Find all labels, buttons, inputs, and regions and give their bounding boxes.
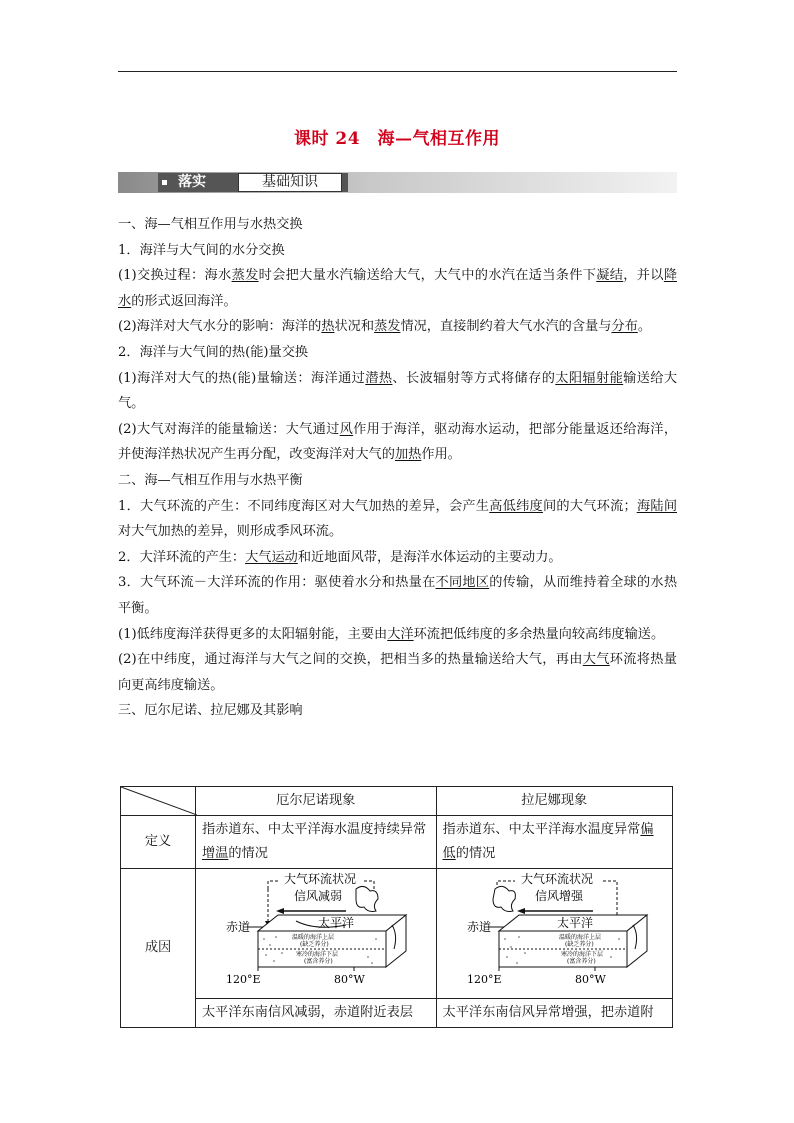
paragraph-h1	[118, 212, 677, 238]
lanina-lon1: 120°E	[466, 973, 502, 986]
paragraph-p7	[118, 570, 677, 621]
text-run: 二、海—气相互作用与水热平衡	[118, 472, 303, 488]
paragraph-p5	[118, 494, 677, 545]
definition-elnino	[196, 816, 437, 869]
text-run: 输送给大气。	[118, 370, 678, 412]
col-header-elnino: 厄尔尼诺现象	[196, 787, 437, 816]
text-run: (2)大气对海洋的能量输送：大气通过	[118, 421, 340, 437]
paragraph-p6	[118, 545, 677, 571]
paragraph-h2	[118, 468, 677, 494]
comparison-table	[120, 786, 673, 1028]
text-run: 的形式返回海洋。	[131, 293, 237, 309]
cause-elnino: 太平洋东南信风减弱，赤道附近表层	[196, 999, 437, 1028]
underlined-answer: 风	[339, 421, 354, 437]
lanina-cold-sub: (富含养分)	[566, 958, 596, 965]
underlined-answer: 潜热	[365, 370, 393, 386]
lanina-cold-label: 寒冷的海洋下层	[560, 951, 603, 958]
lanina-warm-sub: (缺乏养分)	[564, 941, 594, 948]
text-run: 的传输，从而维持着全球的水热平衡。	[118, 575, 678, 616]
elnino-lon1: 120°E	[226, 973, 261, 986]
lanina-warm-label: 温暖的海洋上层	[558, 934, 601, 941]
text-run: 作用于海洋，驱动海水运动，把部分能量返还给海洋，并使海洋热状况产生再分配，改变海洋对大气的	[118, 421, 678, 463]
body-text	[118, 212, 677, 724]
elnino-cold-sub: (富含养分)	[304, 958, 333, 965]
row-label-cause: 成因	[121, 869, 196, 1028]
paragraph-p4	[118, 417, 677, 468]
paragraph-p9	[118, 647, 677, 698]
definition-lanina	[436, 816, 672, 869]
paragraph-p3	[118, 366, 677, 417]
text-run: (2)海洋对大气水分的影响：海洋的	[118, 319, 322, 335]
underlined-answer: 凝结	[596, 268, 624, 284]
lanina-circ-label: 大气环流状况	[520, 872, 593, 886]
text-run: 作用。	[421, 447, 461, 463]
text-run: ，并以	[623, 268, 664, 284]
text-run: 的情况	[228, 846, 268, 861]
section-banner	[118, 172, 677, 193]
diagram-elnino	[196, 869, 437, 999]
underlined-answer: 蒸发	[374, 319, 401, 335]
paragraph-p8	[118, 622, 677, 648]
underlined-answer: 大气	[582, 652, 610, 668]
paragraph-s1	[118, 238, 677, 264]
lanina-diagram-svg	[437, 869, 665, 989]
text-run: 环流将热量向更高纬度输送。	[118, 652, 677, 693]
underlined-answer: 增温	[202, 846, 229, 861]
text-run: 3．大气环流－大洋环流的作用：驱使着水分和热量在	[118, 575, 436, 591]
underlined-answer: 不同地区	[435, 575, 490, 591]
text-run: 环流把低纬度的多余热量向较高纬度输送。	[413, 626, 665, 642]
elnino-cold-label: 寒冷的海洋下层	[296, 951, 339, 958]
table-corner-cell	[121, 787, 196, 816]
underlined-answer: 高低纬度	[489, 498, 543, 514]
elnino-eq-label: 赤道	[226, 920, 251, 934]
underlined-answer: 大气运动	[245, 549, 298, 565]
text-run: 和近地面风带，是海洋水体运动的主要动力。	[297, 549, 562, 565]
row-label-definition: 定义	[121, 816, 196, 869]
paragraph-h3	[118, 698, 677, 724]
paragraph-s2	[118, 340, 677, 366]
page-title: 课时 24 海—气相互作用	[293, 129, 501, 149]
text-run: 三、厄尔尼诺、拉尼娜及其影响	[118, 703, 303, 719]
text-run: 指赤道东、中太平洋海水温度异常	[442, 822, 641, 837]
elnino-diagram-svg	[196, 869, 424, 989]
elnino-ocean-label: 太平洋	[318, 916, 355, 930]
banner-box-label: 基础知识	[238, 173, 342, 192]
text-run: 一、海—气相互作用与水热交换	[118, 217, 303, 232]
text-run: 情况，直接制约着大气水汽的含量与	[400, 319, 612, 335]
text-run: 时会把大量水汽输送给大气，大气中的水汽在适当条件下	[258, 268, 597, 284]
text-run: (1)海洋对大气的热(能)量输送：海洋通过	[118, 370, 366, 386]
corner-diagonal	[121, 787, 197, 815]
diagram-lanina	[436, 869, 672, 999]
elnino-warm-label: 温暖的海洋上层	[292, 934, 335, 941]
elnino-wind-label: 信风减弱	[294, 889, 343, 903]
lanina-ocean-label: 太平洋	[556, 916, 593, 930]
lanina-eq-label: 赤道	[466, 920, 491, 934]
text-run: 1．海洋与大气间的水分交换	[118, 242, 285, 258]
lanina-wind-label: 信风增强	[534, 889, 583, 903]
text-run: 的情况	[455, 846, 496, 861]
cause-lanina: 太平洋东南信风异常增强，把赤道附	[436, 999, 672, 1028]
text-run: 间的大气环流；	[542, 498, 637, 514]
text-run: 指赤道东、中太平洋海水温度持续异常	[202, 822, 427, 837]
text-run: 对大气加热的差异，则形成季风环流。	[118, 524, 343, 540]
col-header-lanina: 拉尼娜现象	[436, 787, 672, 816]
underlined-answer: 海陆间	[636, 498, 678, 514]
text-run: 2．大洋环流的产生：	[118, 549, 246, 565]
text-run: (1)低纬度海洋获得更多的太阳辐射能，主要由	[118, 626, 388, 642]
underlined-answer: 加热	[394, 447, 422, 463]
underlined-answer: 热	[321, 319, 335, 335]
elnino-lon2: 80°W	[334, 973, 365, 986]
banner-square-icon	[162, 180, 167, 185]
elnino-warm-sub: (缺乏养分)	[300, 941, 329, 948]
banner-label: 落实	[178, 174, 206, 190]
text-run: 2．海洋与大气间的热(能)量交换	[118, 344, 309, 360]
text-run: 1．大气环流的产生：不同纬度海区对大气加热的差异，会产生	[118, 498, 490, 514]
underlined-answer: 分布	[611, 319, 638, 335]
underlined-answer: 降水	[118, 268, 678, 309]
underlined-answer: 大洋	[387, 626, 414, 642]
underlined-answer: 偏低	[442, 822, 654, 861]
text-run: 。	[637, 319, 651, 335]
underlined-answer: 太阳辐射能	[555, 370, 624, 386]
elnino-circ-label: 大气环流状况	[284, 872, 357, 886]
paragraph-p2	[118, 314, 677, 340]
paragraph-p1	[118, 263, 677, 314]
text-run: (2)在中纬度，通过海洋与大气之间的交换，把相当多的热量输送给大气，再由	[118, 652, 583, 668]
text-run: (1)交换过程：海水	[118, 268, 232, 284]
header-rule	[118, 71, 677, 72]
text-run: 、长波辐射等方式将储存的	[392, 370, 556, 386]
lanina-lon2: 80°W	[574, 973, 606, 986]
text-run: 状况和	[334, 319, 375, 335]
underlined-answer: 蒸发	[231, 268, 259, 284]
